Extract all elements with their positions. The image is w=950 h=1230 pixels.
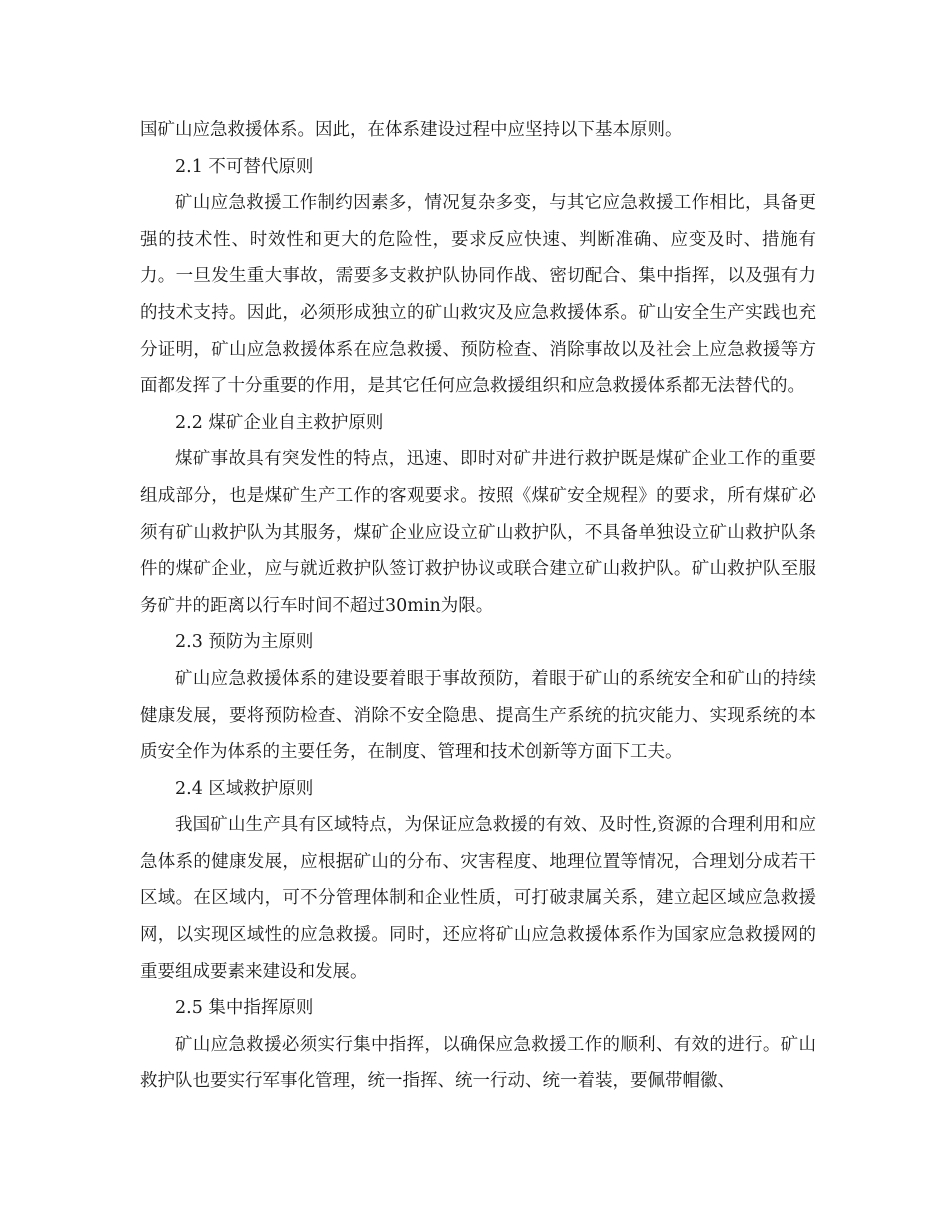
paragraph-2-5-body: 矿山应急救援必须实行集中指挥，以确保应急救援工作的顺利、有效的进行。矿山救护队也要实行军事化管理，统一指挥、统一行动、统一着装，要佩带帽徽、 [140, 1034, 816, 1092]
section-heading-2-3: 2.3 预防为主原则 [175, 632, 314, 653]
paragraph-2-1-body: 矿山应急救援工作制约因素多，情况复杂多变，与其它应急救援工作相比，具备更强的技术性、时效性和更大的危险性，要求反应快速、判断准确、应变及时、措施有力。一旦发生重大事故，需要多支救护队协同作战、密切配合、集中指挥，以及强有力的技术支持。因此，必须形成独立的矿山救灾及应急救援体系。矿山安全生产实践也充分证明，矿山应急救援体系在应急救援、预防检查、消除事故以及社会上应急救援等方面都发挥了十分重要的作用，是其它任何应急救援组织和应急救援体系都无法替代的。 [140, 193, 816, 397]
section-heading-2-4: 2.4 区域救护原则 [175, 778, 314, 799]
section-heading-2-2: 2.2 煤矿企业自主救护原则 [175, 412, 384, 433]
section-heading-2-5: 2.5 集中指挥原则 [175, 998, 314, 1019]
document-page [140, 112, 816, 1100]
section-heading-2-1: 2.1 不可替代原则 [175, 156, 314, 177]
paragraph-2-4-body: 我国矿山生产具有区域特点，为保证应急救援的有效、及时性,资源的合理利用和应急体系的健康发展，应根据矿山的分布、灾害程度、地理位置等情况，合理划分成若干区域。在区域内，可不分管理体制和企业性质，可打破隶属关系，建立起区域应急救援网，以实现区域性的应急救援。同时，还应将矿山应急救援体系作为国家应急救援网的重要组成要素来建设和发展。 [140, 815, 816, 982]
paragraph-2-3-body: 矿山应急救援体系的建设要着眼于事故预防，着眼于矿山的系统安全和矿山的持续健康发展，要将预防检查、消除不安全隐患、提高生产系统的抗灾能力、实现系统的本质安全作为体系的主要任务，在制度、管理和技术创新等方面下工夫。 [140, 668, 816, 763]
paragraph-2-2-body: 煤矿事故具有突发性的特点，迅速、即时对矿井进行救护既是煤矿企业工作的重要组成部分，也是煤矿生产工作的客观要求。按照《煤矿安全规程》的要求，所有煤矿必须有矿山救护队为其服务，煤矿企业应设立矿山救护队，不具备单独设立矿山救护队条件的煤矿企业，应与就近救护队签订救护协议或联合建立矿山救护队。矿山救护队至服务矿井的距离以行车时间不超过30min为限。 [140, 449, 816, 616]
paragraph-intro-continuation: 国矿山应急救援体系。因此，在体系建设过程中应坚持以下基本原则。 [140, 120, 683, 140]
